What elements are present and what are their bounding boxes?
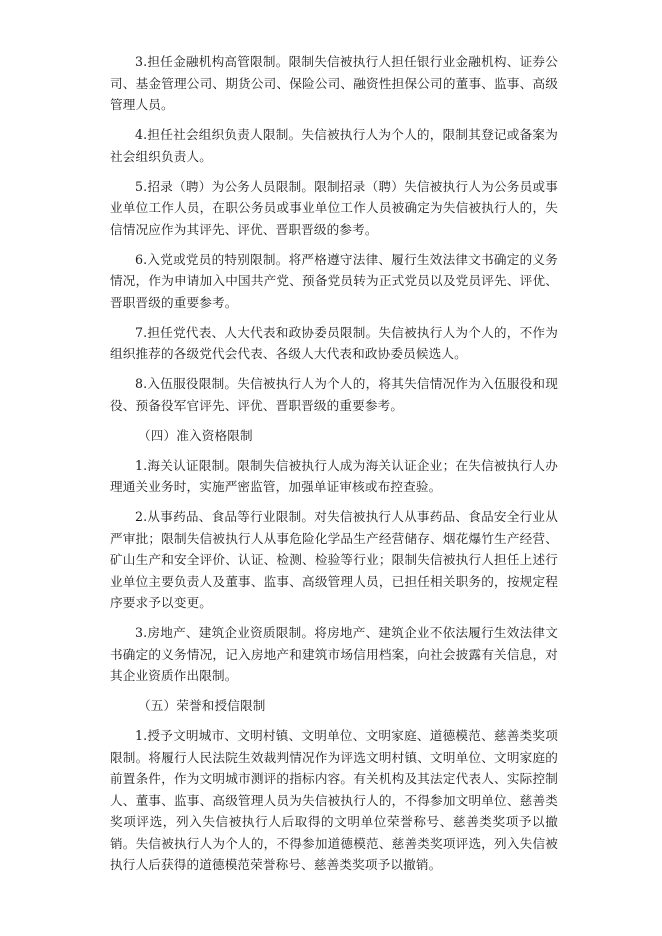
section-heading-honor-credit: （五）荣誉和授信限制 <box>138 698 266 713</box>
paragraph-drug-food-restriction: 2.从事药品、食品等行业限制。对失信被执行人从事药品、食品安全行业从严审批；限制失信被执行人从事危险化学品生产经营储存、烟花爆竹生产经营、矿山生产和安全评价、认证、检测、检验等行业；限制失信被执行人担任上述行业单位主要负责人及董事、监事、高级管理人员，已担任相关职务的，按规定程序要求予以变更。 <box>110 509 558 610</box>
document-page <box>110 51 558 876</box>
paragraph-representative-restriction: 7.担任党代表、人大代表和政协委员限制。失信被执行人为个人的，不作为组织推荐的各级党代会代表、各级人大代表和政协委员候选人。 <box>110 324 558 361</box>
paragraph-party-membership-restriction: 6.入党或党员的特别限制。将严格遵守法律、履行生效法律文书确定的义务情况，作为申请加入中国共产党、预备党员转为正式党员以及党员评先、评优、晋职晋级的重要参考。 <box>110 251 558 310</box>
paragraph-social-org-restriction: 4.担任社会组织负责人限制。失信被执行人为个人的，限制其登记或备案为社会组织负责人。 <box>110 127 558 164</box>
paragraph-civilization-award-restriction: 1.授予文明城市、文明村镇、文明单位、文明家庭、道德模范、慈善类奖项限制。将履行人民法院生效裁判情况作为评选文明村镇、文明单位、文明家庭的前置条件，作为文明城市测评的指标内容。有关机构及其法定代表人、实际控制人、董事、监事、高级管理人员为失信被执行人的，不得参加文明单位、慈善类奖项评选，列入失信被执行人后取得的文明单位荣誉称号、慈善类奖项予以撤销。失信被执行人为个人的，不得参加道德模范、慈善类奖项评选，列入失信被执行人后获得的道德模范荣誉称号、慈善类奖项予以撤销。 <box>110 728 558 872</box>
paragraph-customs-restriction: 1.海关认证限制。限制失信被执行人成为海关认证企业；在失信被执行人办理通关业务时，实施严密监管，加强单证审核或布控查验。 <box>110 457 558 494</box>
section-heading-access-qualification: （四）准入资格限制 <box>138 427 253 443</box>
paragraph-finance-executive-restriction: 3.担任金融机构高管限制。限制失信被执行人担任银行业金融机构、证券公司、基金管理公司、期货公司、保险公司、融资性担保公司的董事、监事、高级管理人员。 <box>110 54 558 112</box>
paragraph-civil-servant-restriction: 5.招录（聘）为公务人员限制。限制招录（聘）失信被执行人为公务员或事业单位工作人员，在职公务员或事业单位工作人员被确定为失信被执行人的，失信情况应作为其评先、评优、晋职晋级的参考。 <box>110 178 558 237</box>
paragraph-real-estate-restriction: 3.房地产、建筑企业资质限制。将房地产、建筑企业不依法履行生效法律文书确定的义务情况，记入房地产和建筑市场信用档案，向社会披露有关信息，对其企业资质作出限制。 <box>110 625 558 683</box>
paragraph-military-service-restriction: 8.入伍服役限制。失信被执行人为个人的，将其失信情况作为入伍服役和现役、预备役军官评先、评优、晋职晋级的重要参考。 <box>110 376 558 413</box>
